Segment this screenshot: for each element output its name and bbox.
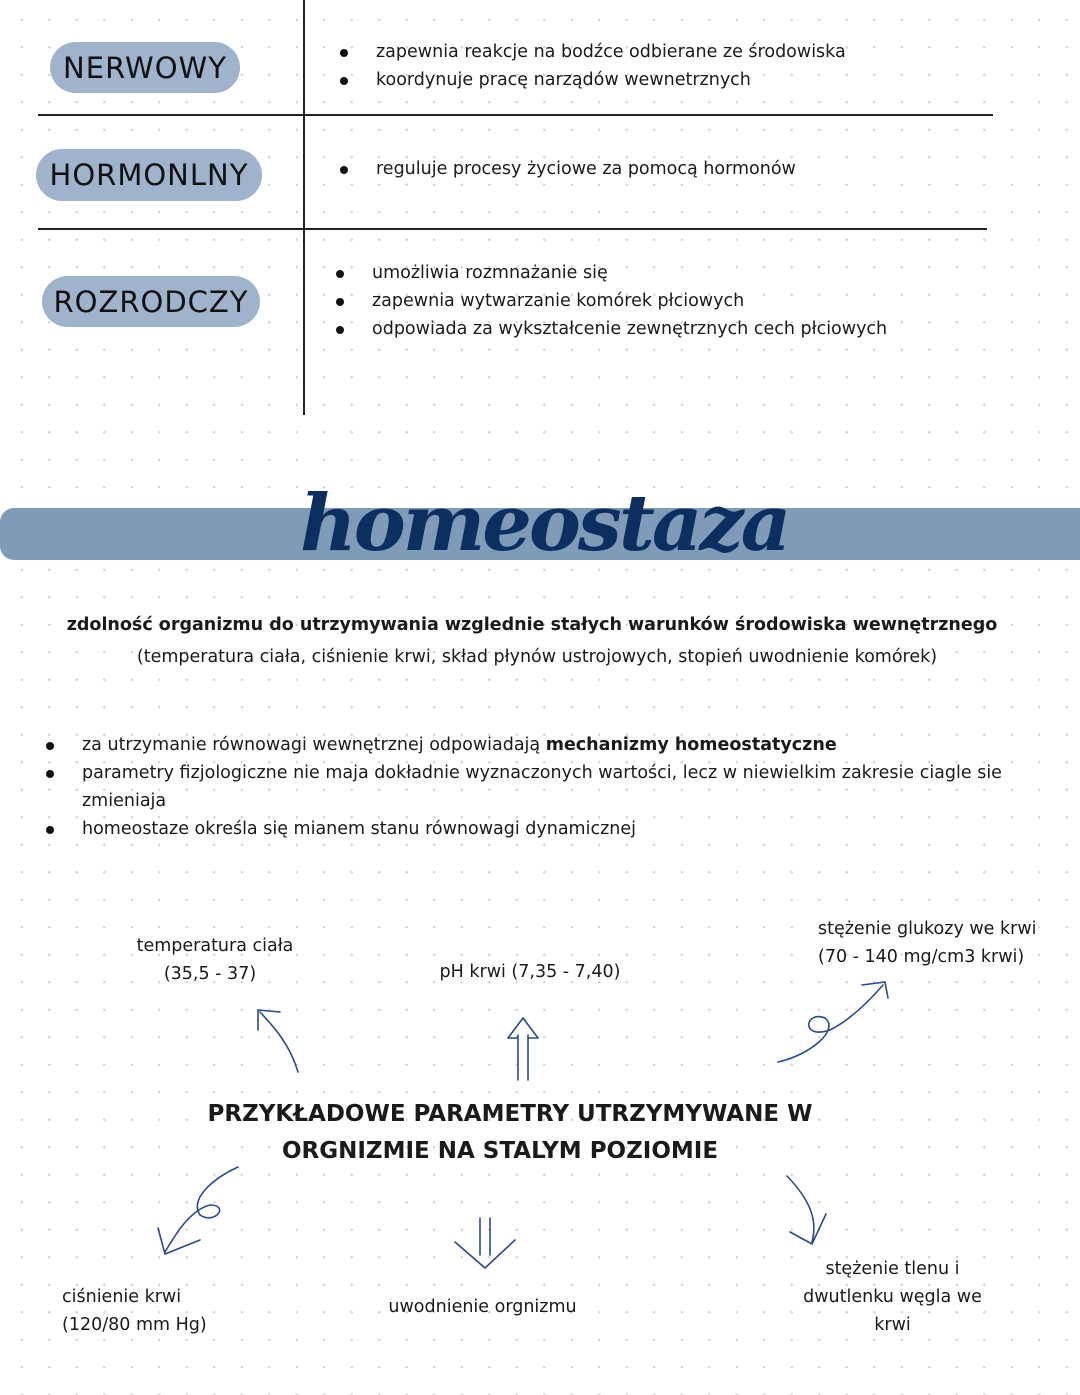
system-label-hormonalny: HORMONLNY	[36, 149, 262, 201]
arrow-down-right-icon	[787, 1176, 826, 1244]
page-title: homeostaza	[300, 478, 789, 569]
arrow-up-icon	[508, 1018, 538, 1080]
list-item: zapewnia wytwarzanie komórek płciowych	[336, 287, 887, 315]
list-item: homeostaze określa się mianem stanu równowagi dynamicznej	[46, 815, 1036, 843]
arrow-up-right-icon	[778, 982, 888, 1062]
arrow-down-icon	[455, 1218, 515, 1268]
param-gases: stężenie tlenu i dwutlenku węgla we krwi	[803, 1259, 982, 1335]
param-pressure: ciśnienie krwi (120/80 mm Hg)	[62, 1287, 207, 1335]
list-item: umożliwia rozmnażanie się	[336, 259, 887, 287]
arrow-up-left-icon	[258, 1010, 298, 1072]
param-glucose: stężenie glukozy we krwi (70 - 140 mg/cm3 krwi)	[818, 919, 1037, 967]
param-temperature: temperatura ciała (35,5 - 37)	[136, 936, 294, 984]
list-item: zapewnia reakcje na bodźce odbierane ze środowiska	[340, 38, 846, 66]
system-label-nerwowy: NERWOWY	[50, 42, 240, 93]
list-item: odpowiada za wykształcenie zewnętrznych cech płciowych	[336, 315, 887, 343]
list-item: za utrzymanie równowagi wewnętrznej odpowiadają mechanizmy homeostatyczne	[46, 731, 1036, 759]
arrow-down-left-icon	[158, 1167, 238, 1254]
center-heading: PRZYKŁADOWE PARAMETRY UTRZYMYWANE W ORGNIZMIE NA STALYM POZIOMIE	[207, 1101, 813, 1164]
definition: zdolność organizmu do utrzymywania wzglednie stałych warunków środowiska wewnętrznego	[66, 615, 998, 635]
system-label-rozrodczy: ROZRODCZY	[42, 276, 260, 327]
list-item: koordynuje pracę narządów wewnetrznych	[340, 66, 846, 94]
param-hydration: uwodnienie orgnizmu	[388, 1297, 577, 1317]
list-item: reguluje procesy życiowe za pomocą hormonów	[340, 155, 796, 183]
param-ph: pH krwi (7,35 - 7,40)	[439, 962, 621, 982]
list-item: parametry fizjologiczne nie maja dokładnie wyznaczonych wartości, lecz w niewielkim zakresie ciagle sie zmieniaja	[46, 759, 1036, 815]
definition-examples: (temperatura ciała, ciśnienie krwi, skład płynów ustrojowych, stopień uwodnienie komórek)	[136, 647, 938, 667]
